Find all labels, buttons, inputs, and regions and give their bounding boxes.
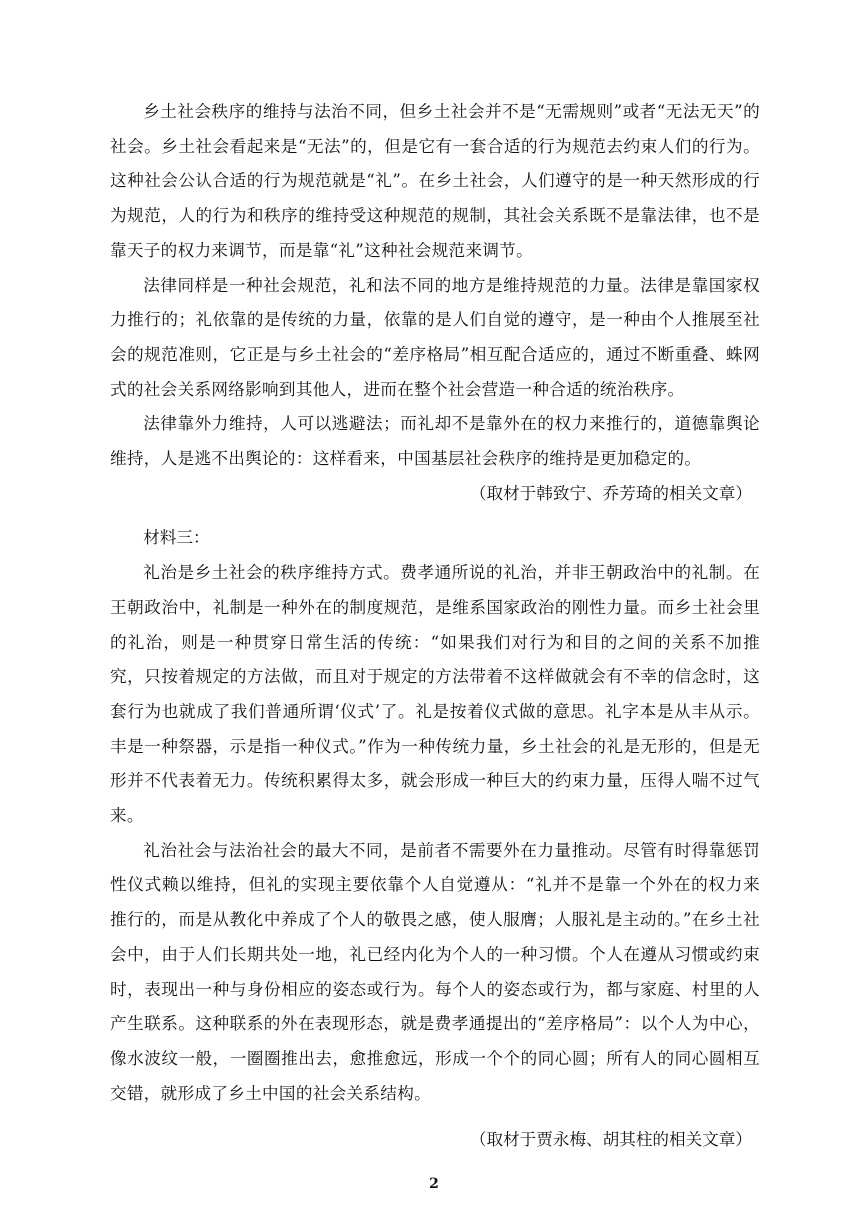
source-citation: （取材于贾永梅、胡其柱的相关文章）	[469, 1130, 752, 1150]
paragraph: 乡土社会秩序的维持与法治不同，但乡土社会并不是“无需规则”或者“无法无天”的社会。乡土社会看起来是“无法”的，但是它有一套合适的行为规范去约束人们的行为。这种社会公认合适的行为规范就是“礼”。在乡土社会，人们遵守的是一种天然形成的行为规范，人的行为和秩序的维持受这种规范的规制，其社会关系既不是靠法律，也不是靠天子的权力来调节，而是靠“礼”这种社会规范来调节。	[110, 102, 760, 260]
paragraph: 礼治社会与法治社会的最大不同，是前者不需要外在力量推动。尽管有时得靠惩罚性仪式赖以维持，但礼的实现主要依靠个人自觉遵从：“礼并不是靠一个外在的权力来推行的，而是从教化中养成了个人的敬畏之感，使人服膺；人服礼是主动的。”在乡土社会中，由于人们长期共处一地，礼已经内化为个人的一种习惯。个人在遵从习惯或约束时，表现出一种与身份相应的姿态或行为。每个人的姿态或行为，都与家庭、村里的人产生联系。这种联系的外在表现形态，就是费孝通提出的“差序格局”：以个人为中心，像水波纹一般，一圈圈推出去，愈推愈远，形成一个个的同心圆；所有人的同心圆相互交错，就形成了乡土中国的社会关系结构。	[110, 840, 760, 1103]
page-number: 2	[429, 1176, 439, 1192]
paragraph: 法律同样是一种社会规范，礼和法不同的地方是维持规范的力量。法律是靠国家权力推行的；礼依靠的是传统的力量，依靠的是人们自觉的遵守，是一种由个人推展至社会的规范准则，它正是与乡土社会的“差序格局”相互配合适应的，通过不断重叠、蛛网式的社会关系网络影响到其他人，进而在整个社会营造一种合适的统治秩序。	[110, 275, 760, 399]
material-label: 材料三：	[143, 528, 210, 548]
paragraph: 法律靠外力维持，人可以逃避法；而礼却不是靠外在的权力来推行的，道德靠舆论维持，人是逃不出舆论的：这样看来，中国基层社会秩序的维持是更加稳定的。	[110, 414, 760, 469]
paragraph: 礼治是乡土社会的秩序维持方式。费孝通所说的礼治，并非王朝政治中的礼制。在王朝政治中，礼制是一种外在的制度规范，是维系国家政治的刚性力量。而乡土社会里的礼治，则是一种贯穿日常生活的传统：“如果我们对行为和目的之间的关系不加推究，只按着规定的方法做，而且对于规定的方法带着不这样做就会有不幸的信念时，这套行为也就成了我们普通所谓‘仪式’了。礼是按着仪式做的意思。礼字本是从丰从示。丰是一种祭器，示是指一种仪式。”作为一种传统力量，乡土社会的礼是无形的，但是无形并不代表着无力。传统积累得太多，就会形成一种巨大的约束力量，压得人喘不过气来。	[110, 563, 760, 826]
spacer	[110, 1111, 760, 1123]
source-citation: （取材于韩致宁、乔芳琦的相关文章）	[469, 483, 752, 503]
article-body	[110, 95, 760, 1158]
spacer	[110, 511, 760, 521]
